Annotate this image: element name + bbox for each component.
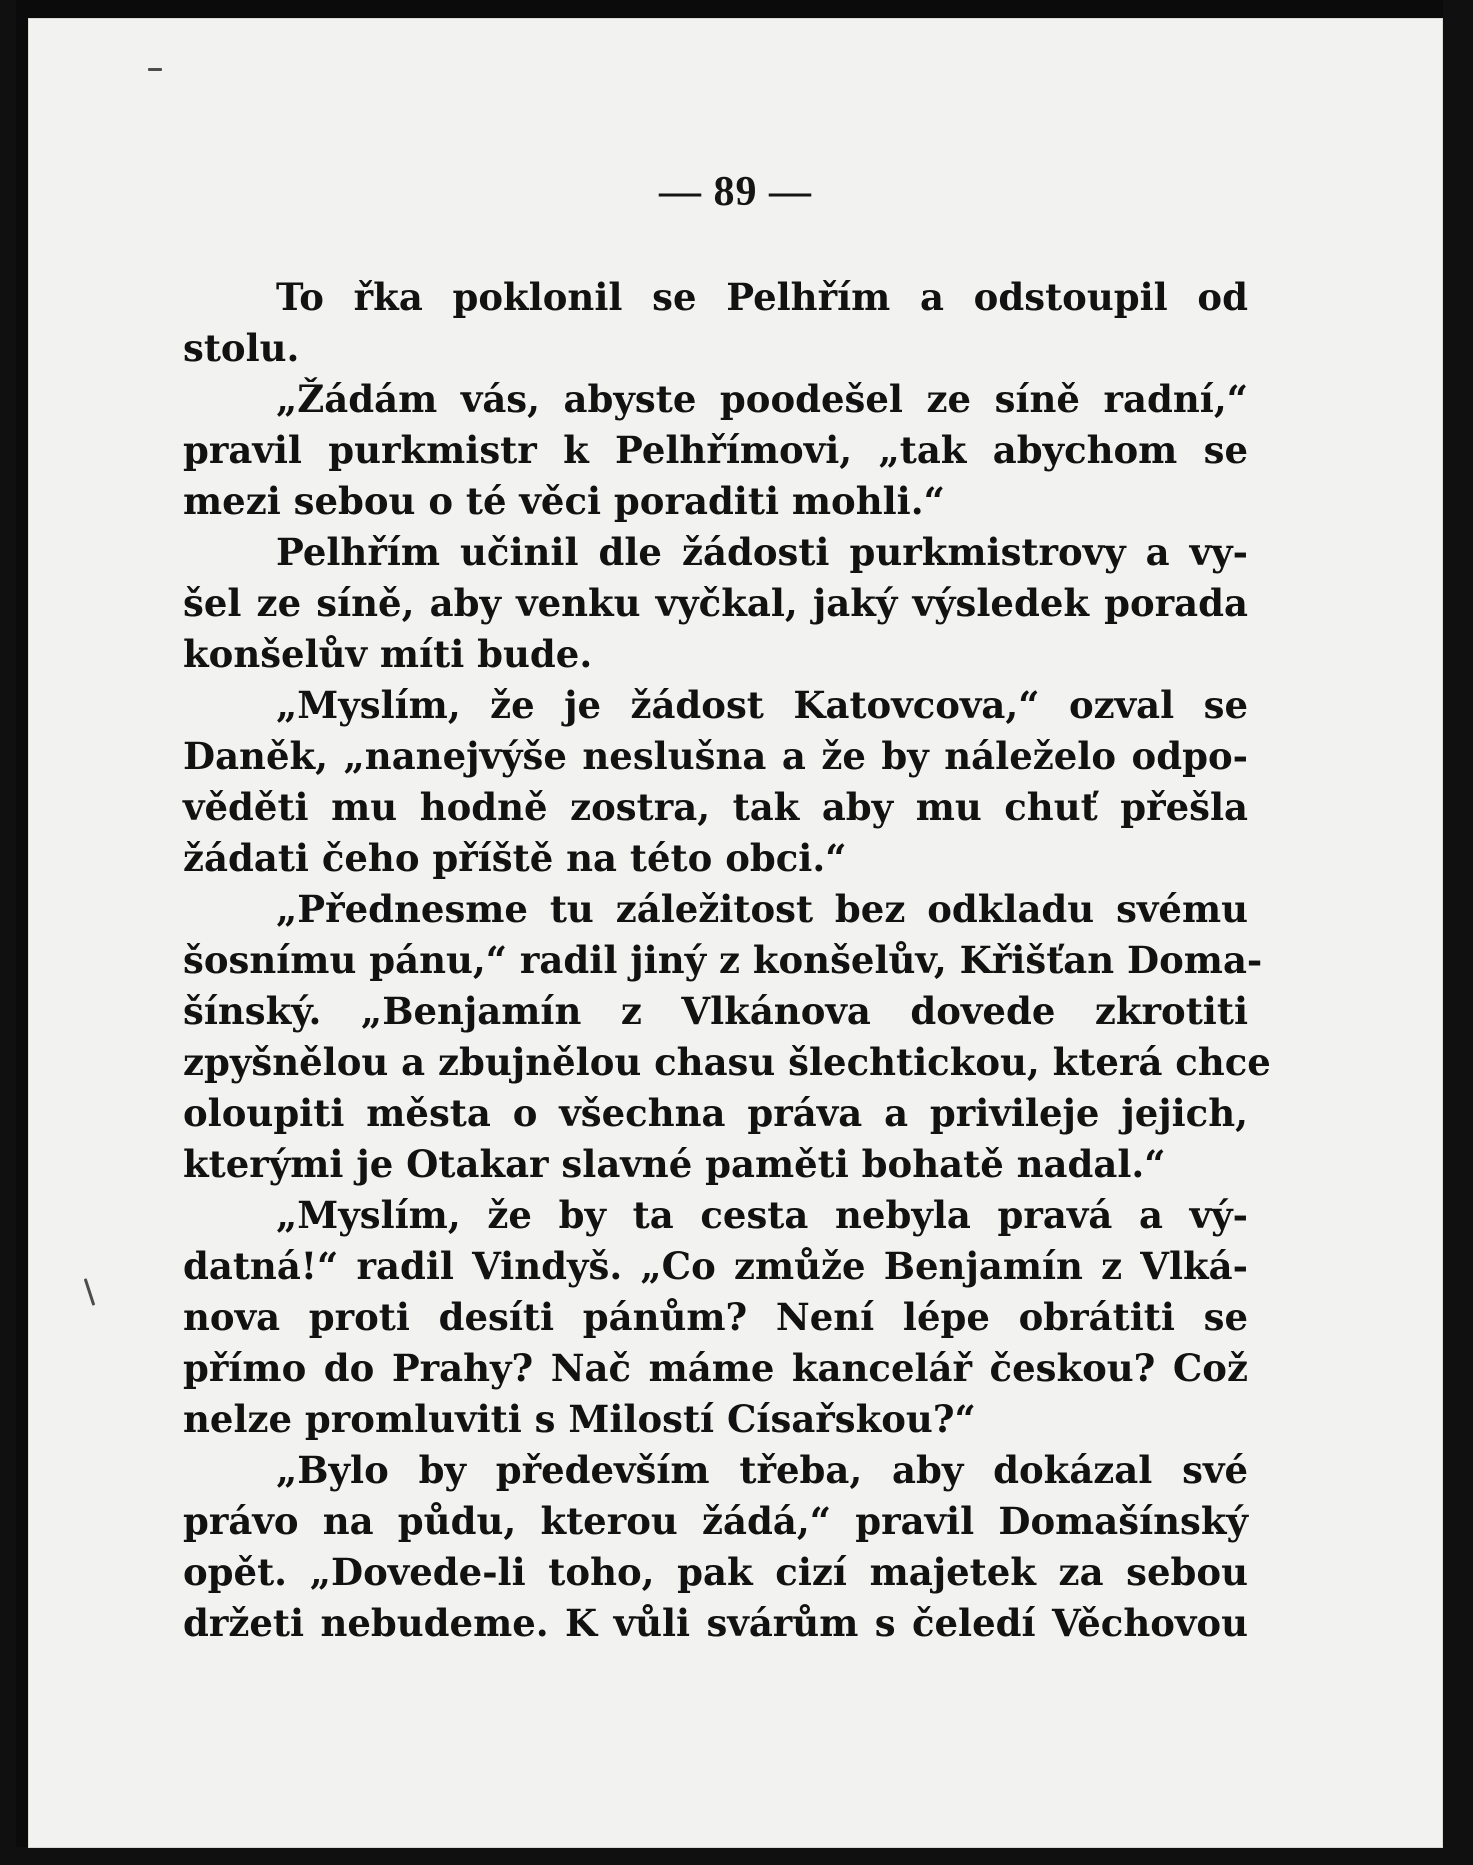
text-line: Daněk, „nanejvýše neslušna a že by náleželo odpo- [183,734,1248,778]
text-line: mezi sebou o té věci poraditi mohli.“ [183,479,945,523]
text-line: opět. „Dovede-li toho, pak cizí majetek za sebou [183,1550,1248,1594]
text-line: „Žádám vás, abyste poodešel ze síně radní,“ [276,377,1248,421]
text-line: věděti mu hodně zostra, tak aby mu chuť přešla [183,785,1248,829]
scan-bottom-border [0,1847,1473,1865]
text-line: šínský. „Benjamín z Vlkánova dovede zkrotiti [183,989,1248,1033]
scan-right-border [1443,0,1473,1865]
text-line: oloupiti města o všechna práva a privileje jejich, [183,1091,1248,1135]
ink-speck [148,68,162,71]
body-text [183,272,1271,1649]
text-line: konšelův míti bude. [183,632,593,676]
text-line: „Přednesme tu záležitost bez odkladu svému [276,887,1248,931]
page-number: — 89 — [659,169,812,215]
text-line: stolu. [183,326,300,370]
ink-speck [84,1278,96,1306]
text-line: „Myslím, že je žádost Katovcova,“ ozval se [276,683,1248,727]
text-line: přímo do Prahy? Nač máme kancelář českou? Což [183,1346,1248,1390]
text-line: právo na půdu, kterou žádá,“ pravil Domašínský [183,1499,1248,1543]
text-line: zpyšnělou a zbujnělou chasu šlechtickou, která chce [183,1040,1271,1084]
text-line: šosnímu pánu,“ radil jiný z konšelův, Křišťan Doma- [183,938,1263,982]
text-line: datná!“ radil Vindyš. „Co zmůže Benjamín z Vlká- [183,1244,1248,1288]
text-line: držeti nebudeme. K vůli svárům s čeledí Věchovou [183,1601,1248,1645]
text-line: kterými je Otakar slavné paměti bohatě nadal.“ [183,1142,1166,1186]
text-line: „Bylo by především třeba, aby dokázal své [276,1448,1248,1492]
text-line: žádati čeho příště na této obci.“ [183,836,847,880]
text-line: nelze promluviti s Milostí Císařskou?“ [183,1397,976,1441]
text-line: Pelhřím učinil dle žádosti purkmistrovy a vy- [276,530,1248,574]
text-line: pravil purkmistr k Pelhřímovi, „tak abychom se [183,428,1248,472]
book-page [28,18,1443,1848]
text-line: nova proti desíti pánům? Není lépe obrátiti se [183,1295,1248,1339]
scan-left-border [0,0,16,1865]
text-line: „Myslím, že by ta cesta nebyla pravá a vý- [276,1193,1248,1237]
text-line: šel ze síně, aby venku vyčkal, jaký výsledek porada [183,581,1248,625]
text-line: To řka poklonil se Pelhřím a odstoupil od [276,275,1248,319]
